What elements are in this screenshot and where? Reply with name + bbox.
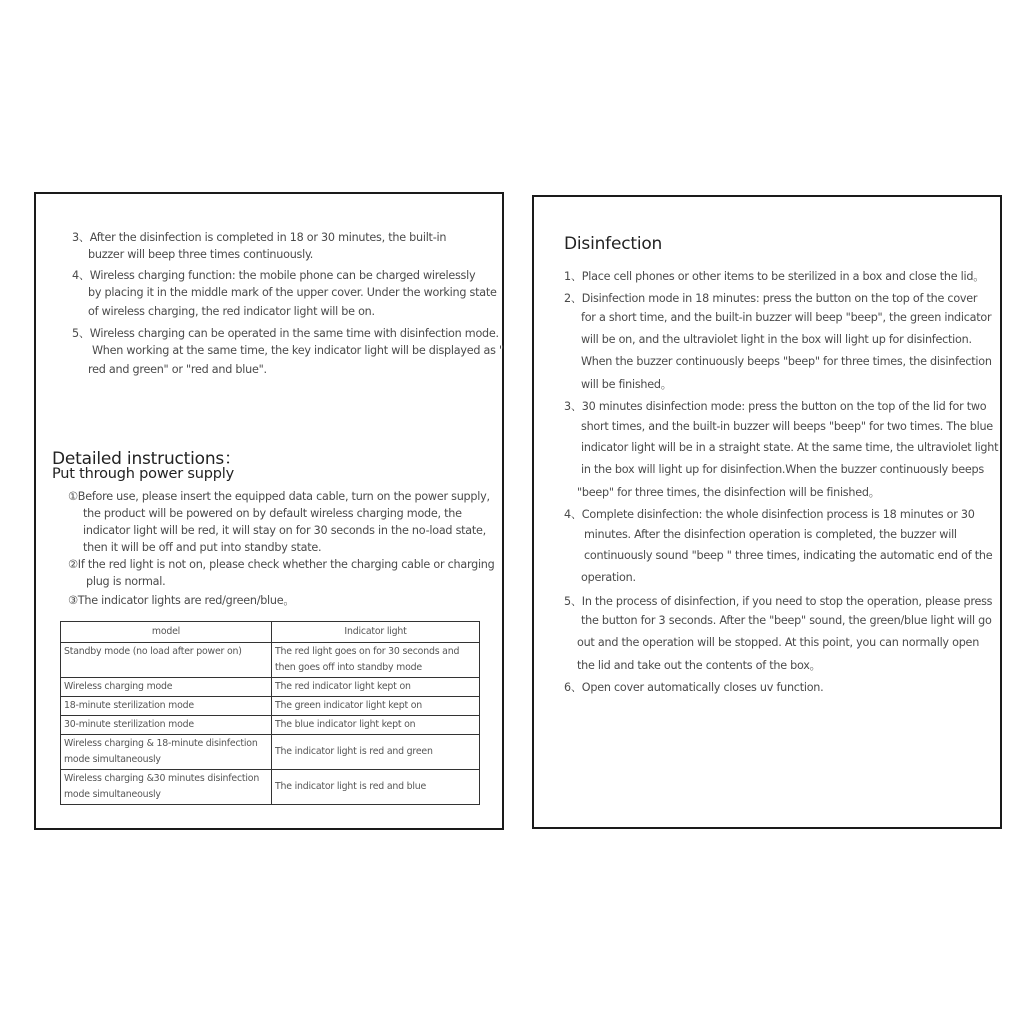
text-line: indicator light will be in a straight state. At the same time, the ultraviolet light <box>581 441 999 454</box>
table-cell-model: Standby mode (no load after power on) <box>61 643 272 678</box>
text-line: red and green" or "red and blue". <box>88 363 267 376</box>
text-line: 4、Complete disinfection: the whole disinfection process is 18 minutes or 30 <box>564 508 975 521</box>
table-cell-model: Wireless charging & 18-minute disinfection mode simultaneously <box>61 735 272 770</box>
text-line: 1、Place cell phones or other items to be sterilized in a box and close the lid。 <box>564 270 985 283</box>
power-supply-subheading: Put through power supply <box>52 466 234 482</box>
table-cell-indicator: The red light goes on for 30 seconds and then goes off into standby mode <box>272 643 480 678</box>
table-row <box>61 678 480 697</box>
step-line: indicator light will be red, it will stay on for 30 seconds in the no-load state, <box>83 524 486 537</box>
text-line: continuously sound "beep " three times, indicating the automatic end of the <box>584 549 993 562</box>
column-header-model: model <box>61 622 272 643</box>
text-line: buzzer will beep three times continuously. <box>88 248 314 261</box>
table-cell-model: Wireless charging mode <box>61 678 272 697</box>
text-line: the button for 3 seconds. After the "beep" sound, the green/blue light will go <box>581 614 992 627</box>
indicator-light-table <box>60 621 480 805</box>
text-line: operation. <box>581 571 636 584</box>
table-row <box>61 716 480 735</box>
step-line: ②If the red light is not on, please check whether the charging cable or charging <box>68 558 495 571</box>
table-cell-indicator: The green indicator light kept on <box>272 697 480 716</box>
table-cell-model: Wireless charging &30 minutes disinfection mode simultaneously <box>61 770 272 805</box>
text-line: When the buzzer continuously beeps "beep" for three times, the disinfection <box>581 355 992 368</box>
table-cell-indicator: The red indicator light kept on <box>272 678 480 697</box>
text-line: will be on, and the ultraviolet light in the box will light up for disinfection. <box>581 333 972 346</box>
step-line: ③The indicator lights are red/green/blue。 <box>68 594 295 607</box>
text-line: When working at the same time, the key indicator light will be displayed as " <box>92 344 504 357</box>
step-line: then it will be off and put into standby state. <box>83 541 322 554</box>
table-row <box>61 697 480 716</box>
text-line: 5、Wireless charging can be operated in the same time with disinfection mode. <box>72 327 499 340</box>
table-cell-indicator: The blue indicator light kept on <box>272 716 480 735</box>
detailed-instructions-heading: Detailed instructions： <box>52 449 241 469</box>
column-header-indicator-light: Indicator light <box>272 622 480 643</box>
right-disinfection-panel <box>532 195 1002 829</box>
text-line: short times, and the built-in buzzer will beeps "beep" for two times. The blue <box>581 420 993 433</box>
left-instruction-panel <box>34 192 504 830</box>
step-line: the product will be powered on by default wireless charging mode, the <box>83 507 462 520</box>
text-line: for a short time, and the built-in buzzer will beep "beep", the green indicator <box>581 311 992 324</box>
text-line: of wireless charging, the red indicator light will be on. <box>88 305 375 318</box>
table-header-row <box>61 622 480 643</box>
step-line: ①Before use, please insert the equipped data cable, turn on the power supply, <box>68 490 490 503</box>
text-line: 2、Disinfection mode in 18 minutes: press the button on the top of the cover <box>564 292 978 305</box>
table-row <box>61 643 480 678</box>
table-row <box>61 735 480 770</box>
text-line: 3、30 minutes disinfection mode: press the button on the top of the lid for two <box>564 400 987 413</box>
text-line: will be finished。 <box>581 378 672 391</box>
text-line: 5、In the process of disinfection, if you need to stop the operation, please press <box>564 595 993 608</box>
text-line: minutes. After the disinfection operation is completed, the buzzer will <box>584 528 957 541</box>
text-line: "beep" for three times, the disinfection will be finished。 <box>577 486 880 499</box>
table-cell-indicator: The indicator light is red and green <box>272 735 480 770</box>
table-cell-model: 18-minute sterilization mode <box>61 697 272 716</box>
text-line: by placing it in the middle mark of the upper cover. Under the working state <box>88 286 497 299</box>
text-line: 4、Wireless charging function: the mobile phone can be charged wirelessly <box>72 269 476 282</box>
text-line: 3、After the disinfection is completed in 18 or 30 minutes, the built-in <box>72 231 447 244</box>
text-line: out and the operation will be stopped. At this point, you can normally open <box>577 636 980 649</box>
table-cell-indicator: The indicator light is red and blue <box>272 770 480 805</box>
text-line: 6、Open cover automatically closes uv function. <box>564 681 824 694</box>
disinfection-heading: Disinfection <box>564 234 663 254</box>
step-line: plug is normal. <box>86 575 166 588</box>
text-line: in the box will light up for disinfection.When the buzzer continuously beeps <box>581 463 984 476</box>
table-row <box>61 770 480 805</box>
text-line: the lid and take out the contents of the box。 <box>577 659 821 672</box>
table-cell-model: 30-minute sterilization mode <box>61 716 272 735</box>
